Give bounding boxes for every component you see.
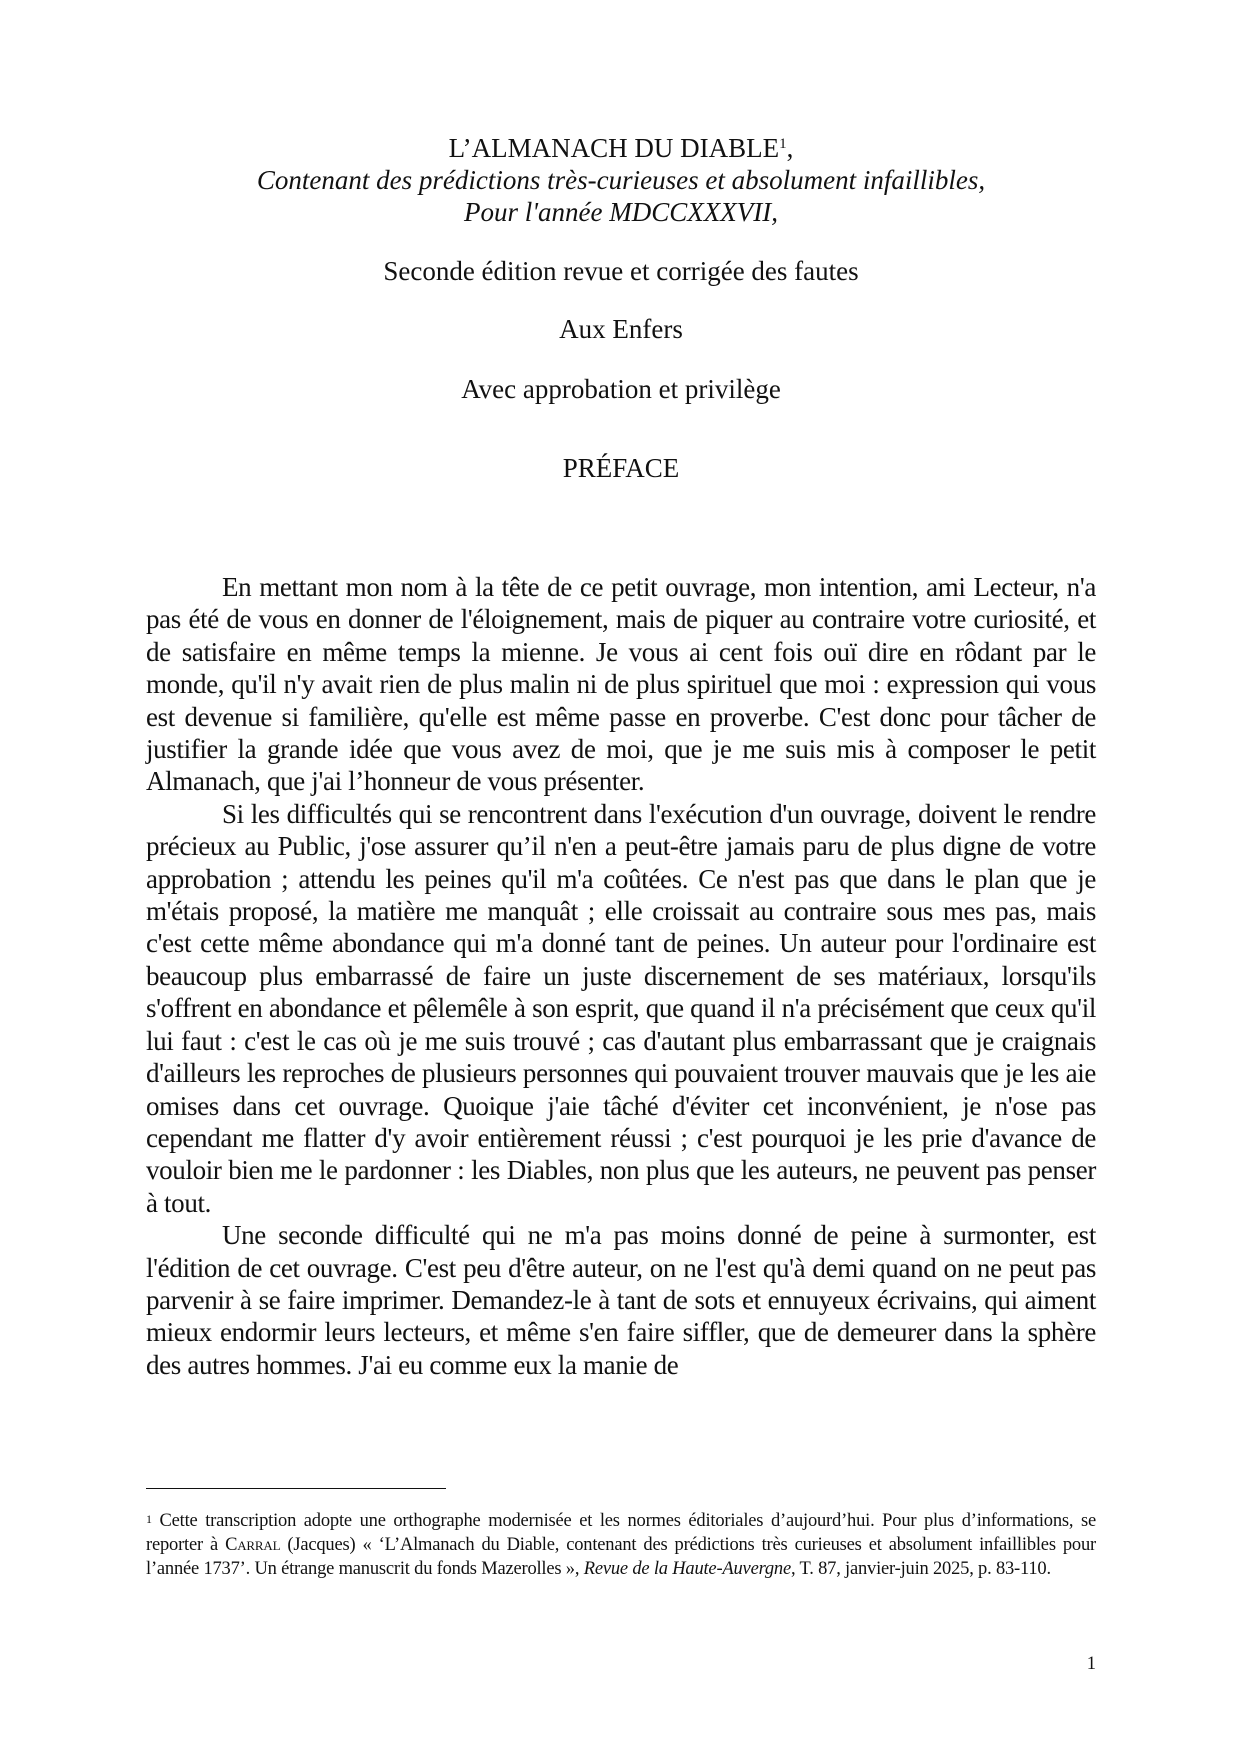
- paragraph-1: En mettant mon nom à la tête de ce petit ouvrage, mon intention, ami Lecteur, n'a pas été de vous en donner de l'éloignement, mais de piquer au contraire votre curiosité, et de satisfaire en même temps la mienne. Je vous ai cent fois ouï dire en rôdant par le monde, qu'il n'y avait rien de plus malin ni de plus spirituel que moi : expression qui vous est devenue si familière, qu'elle est même passe en proverbe. C'est donc pour tâcher de justifier la grande idée que vous avez de moi, que je me suis mis à composer le petit Almanach, que j'ai l’honneur de vous présenter.: [146, 572, 1096, 797]
- preface-heading: PRÉFACE: [562, 453, 680, 483]
- footnote-text-2: (Jacques) « ‘L’Almanach du Diable, contenant des prédictions très curieuses et absolument infaillibles pour l’année 1737’. Un étrange manuscrit du fonds Mazerolles »,: [146, 1535, 1096, 1579]
- title-text: L’ALMANACH DU DIABLE: [448, 133, 780, 163]
- footnote-text-3: , T. 87, janvier-juin 2025, p. 83-110.: [791, 1559, 1051, 1579]
- footnote: [146, 1509, 1096, 1581]
- privilege-line: Avec approbation et privilège: [461, 374, 781, 404]
- page-number: 1: [1086, 1654, 1096, 1674]
- footnote-author: Carral: [225, 1535, 281, 1555]
- title-block: [146, 132, 1096, 228]
- footnote-text-1: Cette transcription adopte une orthographe modernisée et les normes éditoriales d’aujourd’hui. Pour plus d’informations, se reporter à: [146, 1511, 1096, 1555]
- subtitle-line-1: Contenant des prédictions très-curieuses et absolument infaillibles,: [256, 165, 986, 195]
- title-suffix: ,: [786, 133, 794, 163]
- paragraph-2: Si les difficultés qui se rencontrent dans l'exécution d'un ouvrage, doivent le rendre précieux au Public, j'ose assurer qu’il n'en a peut-être jamais paru de plus digne de votre approbation ; attendu les peines qu'il m'a coûtées. Ce n'est pas que dans le plan que je m'étais proposé, la matière me manquât ; elle croissait au contraire sous mes pas, mais c'est cette même abondance qui m'a donné tant de peines. Un auteur pour l'ordinaire est beaucoup plus embarrassé de faire un juste discernement de ses matériaux, lorsqu'ils s'offrent en abondance et pêlemêle à son esprit, que quand il n'a précisément que ceux qu'il lui faut : c'est le cas où je me suis trouvé ; cas d'autant plus embarrassant que je craignais d'ailleurs les reproches de plusieurs personnes qui pouvaient trouver mauvais que je les aie omises dans cet ouvrage. Quoique j'aie tâché d'éviter cet inconvénient, je n'ose pas cependant me flatter d'y avoir entièrement réussi ; c'est pourquoi je les prie d'avance de vouloir bien me le pardonner : les Diables, non plus que les auteurs, ne peuvent pas penser à tout.: [146, 798, 1096, 1218]
- place-line: Aux Enfers: [559, 314, 683, 344]
- subtitle-line-2: Pour l'année MDCCXXXVII,: [464, 197, 778, 227]
- footnote-journal: Revue de la Haute-Auvergne: [583, 1559, 791, 1579]
- paragraph-3: Une seconde difficulté qui ne m'a pas moins donné de peine à surmonter, est l'édition de cet ouvrage. C'est peu d'être auteur, on ne l'est qu'à demi quand on ne peut pas parvenir à se faire imprimer. Demandez-le à tant de sots et ennuyeux écrivains, qui aiment mieux endormir leurs lecteurs, et même s'en faire siffler, que de demeurer dans la sphère des autres hommes. J'ai eu comme eux la manie de: [146, 1220, 1096, 1380]
- footnote-separator: [146, 1488, 446, 1489]
- document-title: [146, 132, 1096, 164]
- footnote-number: 1: [146, 1512, 152, 1526]
- preface-body: [146, 571, 1096, 1381]
- footnote-reference[interactable]: 1: [779, 136, 787, 152]
- edition-line: Seconde édition revue et corrigée des fautes: [383, 256, 859, 286]
